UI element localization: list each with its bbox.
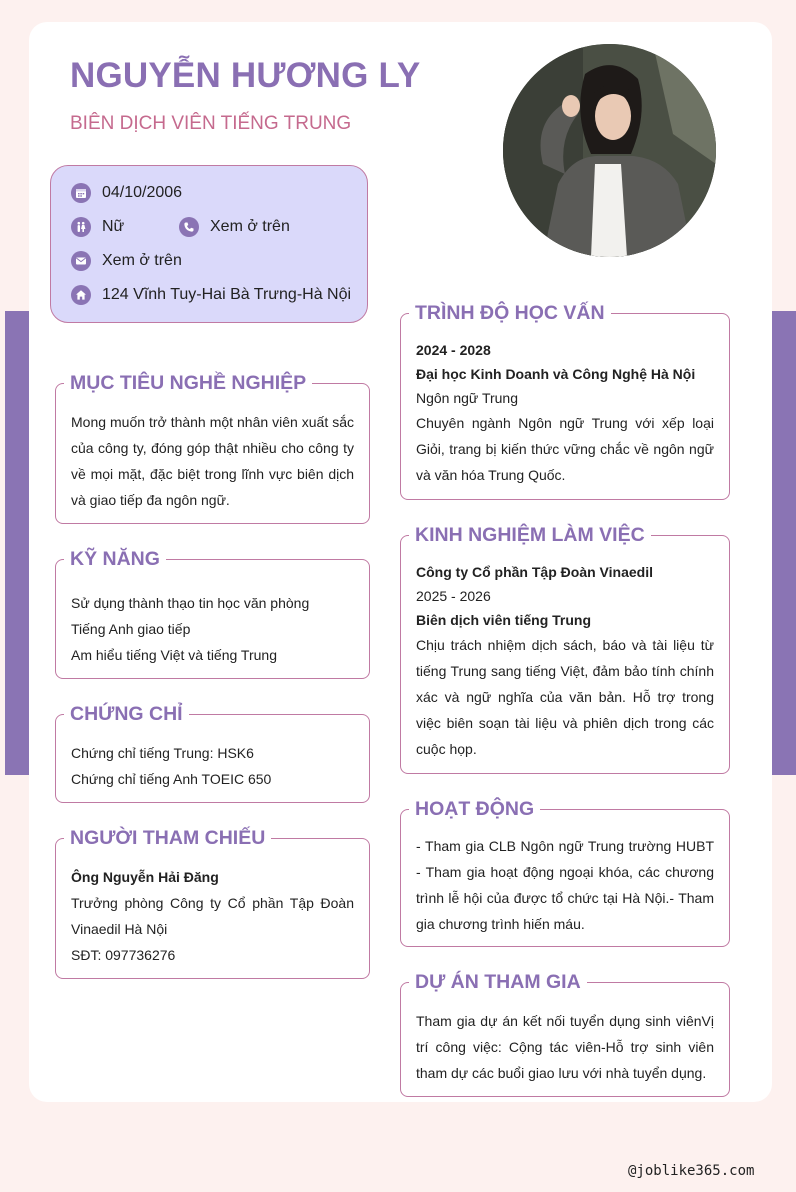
education-section <box>400 302 730 500</box>
projects-title: DỰ ÁN THAM GIA <box>409 970 587 994</box>
references-body <box>71 864 354 968</box>
left-accent-band <box>5 311 29 775</box>
reference-position: Trưởng phòng Công ty Cổ phần Tập Đoàn Vinaedil Hà Nội <box>71 895 354 937</box>
job-title: BIÊN DỊCH VIÊN TIẾNG TRUNG <box>70 113 352 134</box>
gender-value: Nữ <box>102 218 125 235</box>
education-body <box>416 338 714 488</box>
gender-icon <box>71 217 91 237</box>
watermark: @joblike365.com <box>628 1163 755 1179</box>
references-section <box>55 827 370 979</box>
references-title: NGƯỜI THAM CHIẾU <box>64 826 271 850</box>
experience-role: Biên dịch viên tiếng Trung <box>416 612 592 628</box>
address-row <box>71 285 351 305</box>
profile-photo <box>503 44 716 257</box>
experience-title: KINH NGHIỆM LÀM VIỆC <box>409 523 651 547</box>
certificates-title: CHỨNG CHỈ <box>64 702 189 726</box>
education-school: Đại học Kinh Doanh và Công Nghệ Hà Nội <box>416 366 696 382</box>
experience-section <box>400 524 730 774</box>
contact-box <box>50 165 368 323</box>
education-period: 2024 - 2028 <box>416 342 491 358</box>
activities-section <box>400 798 730 947</box>
certificate-item: Chứng chỉ tiếng Trung: HSK6 <box>71 745 254 761</box>
activities-title: HOẠT ĐỘNG <box>409 797 540 821</box>
address-value: 124 Vĩnh Tuy-Hai Bà Trưng-Hà Nội <box>102 286 352 303</box>
experience-body <box>416 560 714 762</box>
skill-item: Tiếng Anh giao tiếp <box>71 621 191 637</box>
objective-text: Mong muốn trở thành một nhân viên xuất sắc của công ty, đóng góp thật nhiều cho công ty về mọi mặt, đặc biệt trong lĩnh vực biên dịch và giao tiếp đa ngôn ngữ. <box>71 414 354 508</box>
projects-section <box>400 971 730 1097</box>
skills-section <box>55 548 370 679</box>
home-icon <box>71 285 91 305</box>
education-title: TRÌNH ĐỘ HỌC VẤN <box>409 301 611 325</box>
profile-photo-illustration <box>503 44 716 257</box>
birthday-value: 04/10/2006 <box>102 184 183 201</box>
gender-row <box>71 217 124 237</box>
education-description: Chuyên ngành Ngôn ngữ Trung với xếp loại Giỏi, trang bị kiến thức vững chắc về ngôn ngữ và văn hóa Trung Quốc. <box>416 415 714 483</box>
birthday-row <box>71 183 182 203</box>
activities-text: - Tham gia CLB Ngôn ngữ Trung trường HUBT - Tham gia hoạt động ngoại khóa, các chương trình lễ hội của được tổ chức tại Hà Nội.- Tham gia chương trình hiến máu. <box>416 838 714 932</box>
phone-value: Xem ở trên <box>210 218 290 235</box>
reference-name: Ông Nguyễn Hải Đăng <box>71 869 219 885</box>
phone-row <box>179 217 290 237</box>
certificates-list <box>71 740 354 792</box>
experience-period: 2025 - 2026 <box>416 588 491 604</box>
reference-phone: SĐT: 097736276 <box>71 947 176 963</box>
objective-section <box>55 372 370 524</box>
candidate-name: NGUYỄN HƯƠNG LY <box>70 56 421 95</box>
skill-item: Am hiểu tiếng Việt và tiếng Trung <box>71 647 277 663</box>
education-major: Ngôn ngữ Trung <box>416 390 518 406</box>
right-accent-band <box>772 311 796 775</box>
email-icon <box>71 251 91 271</box>
projects-text: Tham gia dự án kết nối tuyển dụng sinh viênVị trí công việc: Cộng tác viên-Hỗ trợ sinh viên tham dự các buổi giao lưu với nhà tuyển dụng. <box>416 1013 714 1081</box>
phone-icon <box>179 217 199 237</box>
skill-item: Sử dụng thành thạo tin học văn phòng <box>71 595 310 611</box>
email-value: Xem ở trên <box>102 252 182 269</box>
experience-description: Chịu trách nhiệm dịch sách, báo và tài liệu từ tiếng Trung sang tiếng Việt, đảm bảo tính chính xác và ngữ nghĩa của văn bản. Hỗ trợ trong việc biên soạn tài liệu và phiên dịch trong các cuộc họp. <box>416 637 714 757</box>
calendar-icon <box>71 183 91 203</box>
certificate-item: Chứng chỉ tiếng Anh TOEIC 650 <box>71 771 272 787</box>
skills-title: KỸ NĂNG <box>64 547 166 571</box>
skills-list <box>71 590 354 668</box>
certificates-section <box>55 703 370 803</box>
experience-company: Công ty Cổ phần Tập Đoàn Vinaedil <box>416 564 653 580</box>
email-row <box>71 251 182 271</box>
objective-title: MỤC TIÊU NGHỀ NGHIỆP <box>64 371 312 395</box>
